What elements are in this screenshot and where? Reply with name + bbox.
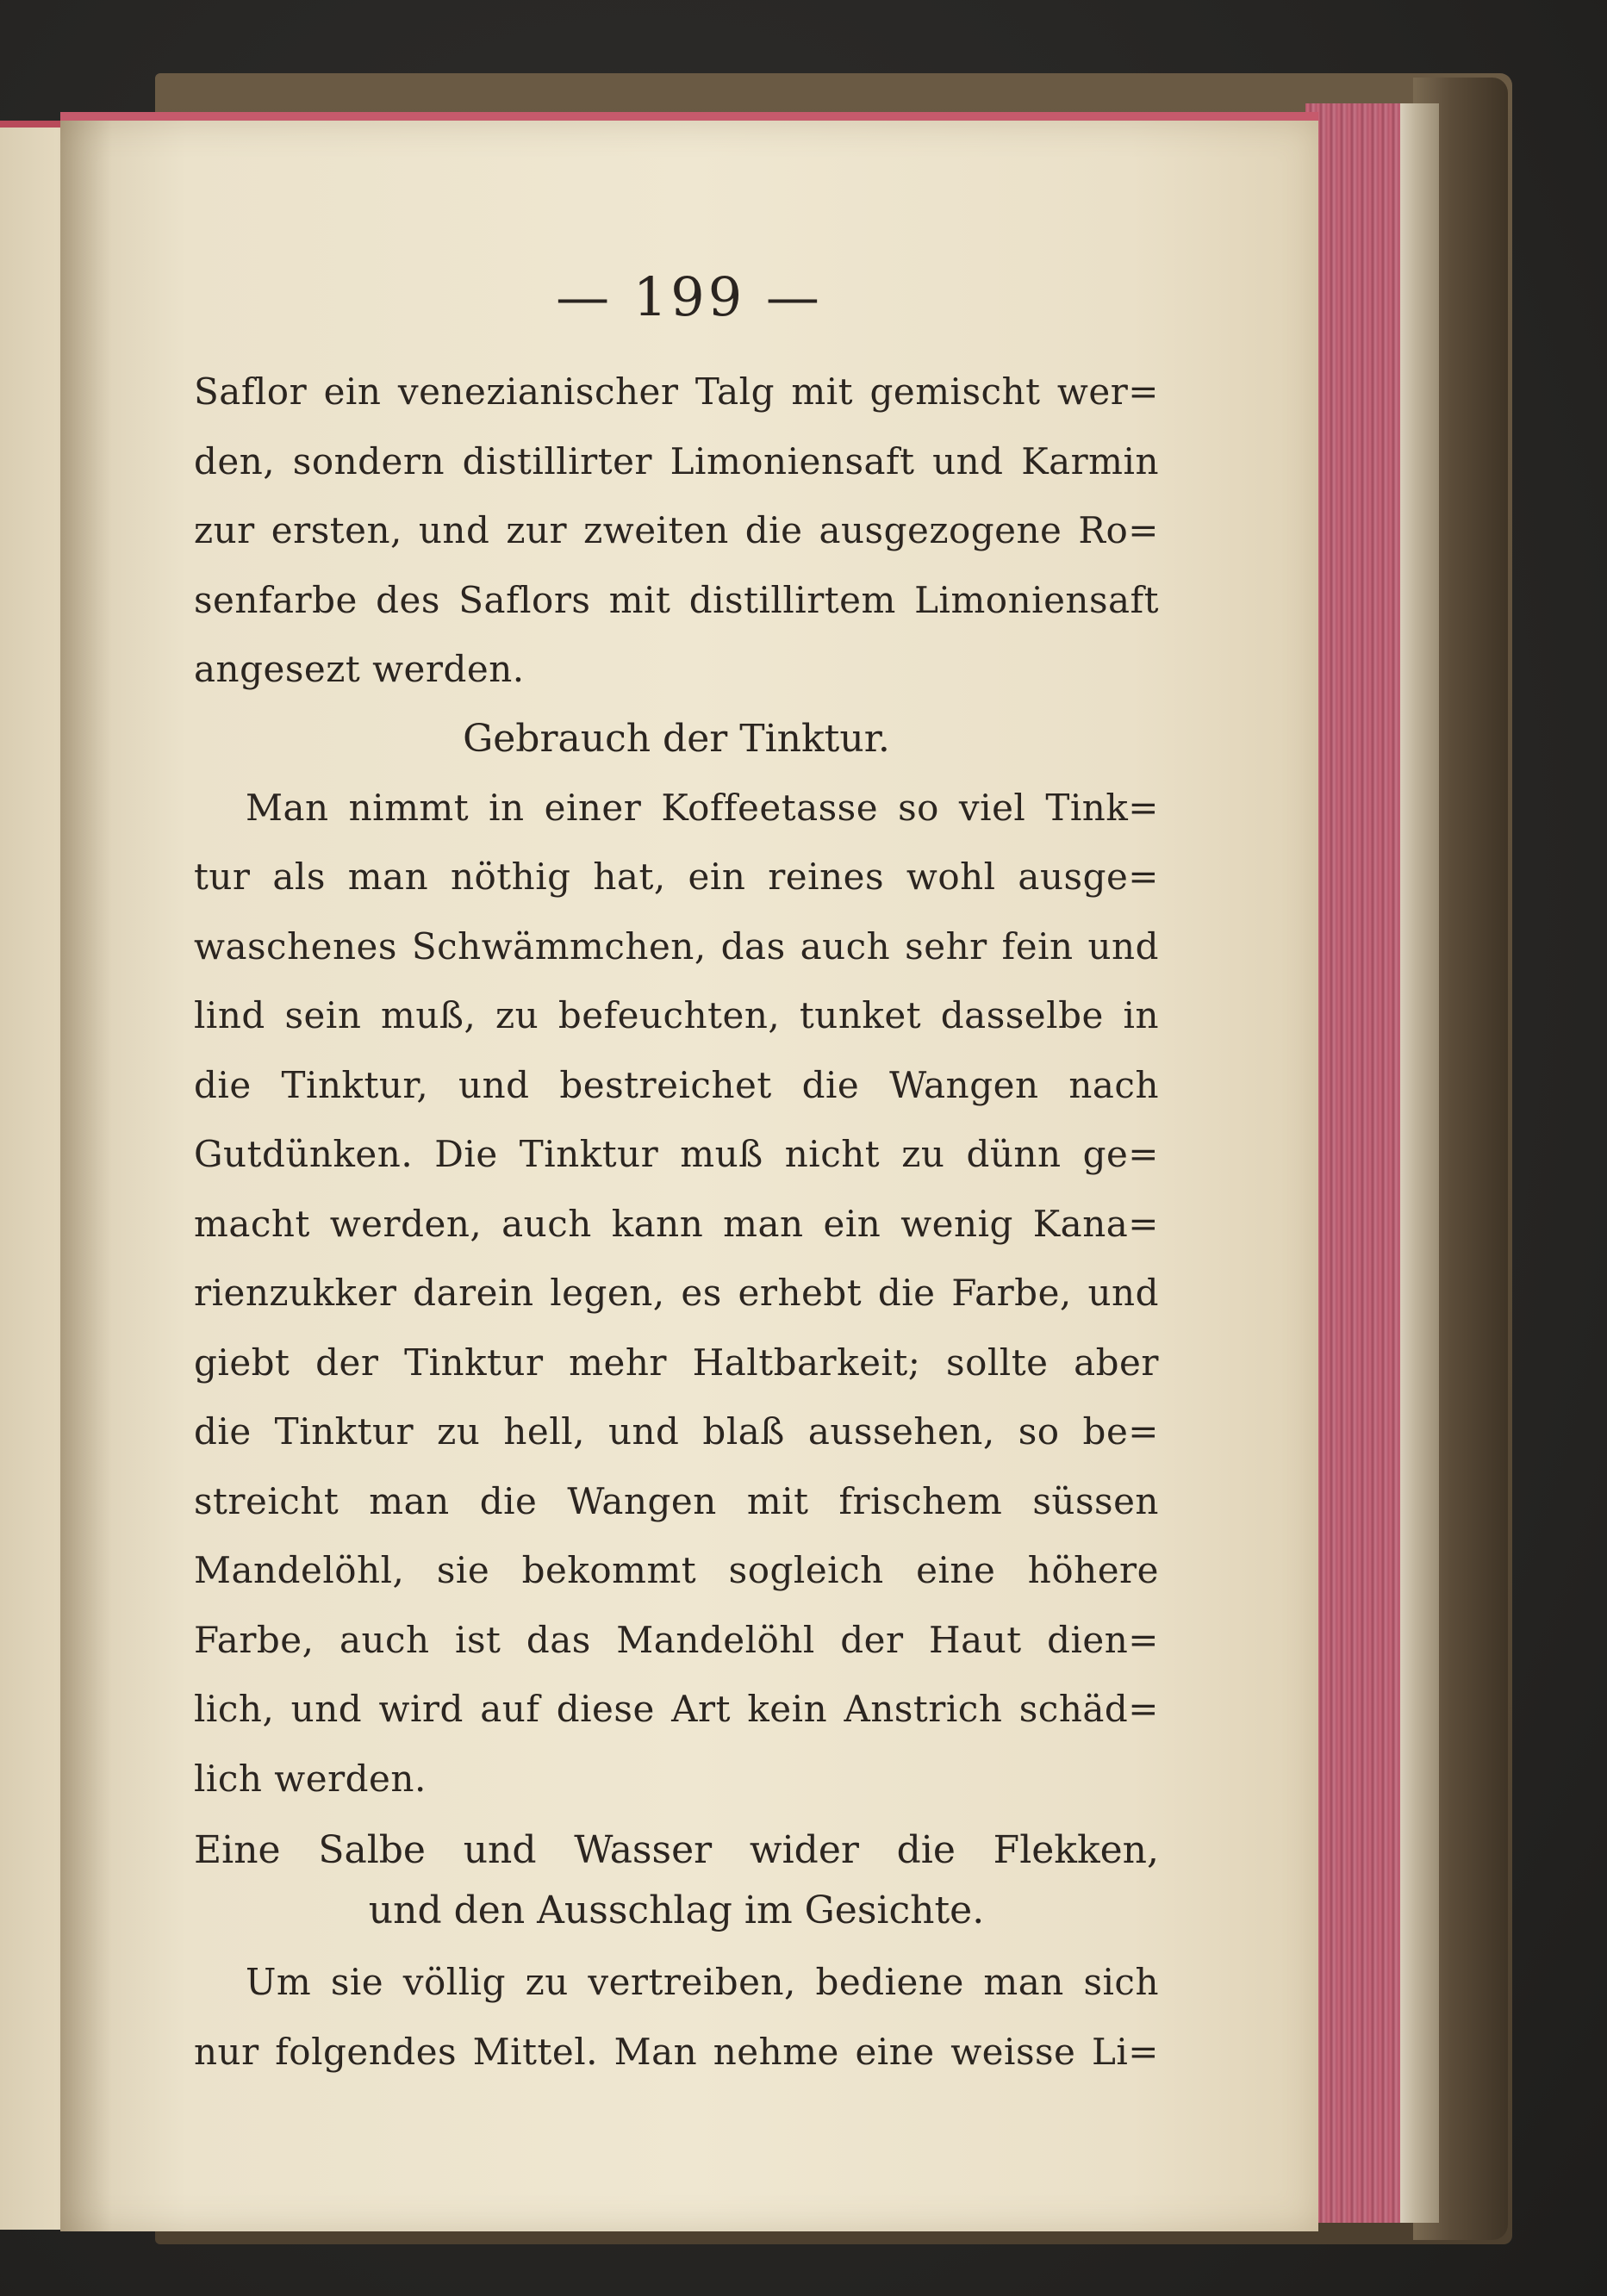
- section-heading-salve: [194, 1820, 1159, 1941]
- text-line: Um sie völlig zu vertreiben, bediene man sich: [246, 1961, 1159, 2003]
- heading-line: und den Ausschlag im Gesichte.: [368, 1888, 985, 1932]
- page-number: — 199 —: [556, 265, 823, 328]
- text-line: waschenes Schwämmchen, das auch sehr fein und: [194, 924, 1159, 968]
- book-page: [60, 112, 1318, 2231]
- text-line: angesezt werden.: [194, 648, 525, 690]
- text-line: tur als man nöthig hat, ein reines wohl ausge=: [194, 856, 1159, 898]
- text-line: Gutdünken. Die Tinktur muß nicht zu dünn ge=: [194, 1133, 1159, 1175]
- paragraph-2: [194, 774, 1159, 1814]
- text-line: Mandelöhl, sie bekommt sogleich eine höhere: [194, 1549, 1159, 1591]
- paragraph-1: [194, 358, 1159, 705]
- page-block-edge: [1305, 103, 1439, 2223]
- text-line: die Tinktur, und bestreichet die Wangen nach: [194, 1063, 1159, 1106]
- spacer: [194, 1814, 1159, 1820]
- text-line: rienzukker darein legen, es erhebt die Farbe, und: [194, 1272, 1159, 1314]
- text-line: Man nimmt in einer Koffeetasse so viel Tink=: [246, 786, 1159, 829]
- text-line: macht werden, auch kann man ein wenig Kana=: [194, 1202, 1159, 1245]
- text-line: streicht man die Wangen mit frischem süssen: [194, 1479, 1159, 1522]
- text-line: die Tinktur zu hell, und blaß aussehen, so be=: [194, 1410, 1159, 1453]
- text-line: Farbe, auch ist das Mandelöhl der Haut dien=: [194, 1618, 1159, 1661]
- text-line: lich werden.: [194, 1757, 427, 1800]
- section-heading-usage: Gebrauch der Tinktur.: [463, 716, 890, 761]
- text-line: giebt der Tinktur mehr Haltbarkeit; sollte aber: [194, 1341, 1159, 1384]
- text-line: nur folgendes Mittel. Man nehme eine weisse Li=: [194, 2030, 1159, 2073]
- paragraph-3: [194, 1948, 1159, 2087]
- text-line: senfarbe des Saflors mit distillirtem Limoniensaft: [194, 578, 1159, 621]
- text-line: lind sein muß, zu befeuchten, tunket dasselbe in: [194, 994, 1159, 1036]
- text-line: den, sondern distillirter Limoniensaft und Karmin: [194, 439, 1159, 482]
- text-line: zur ersten, und zur zweiten die ausgezogene Ro=: [194, 509, 1159, 551]
- text-line: lich, und wird auf diese Art kein Anstrich schäd=: [194, 1688, 1159, 1730]
- page-text: [194, 358, 1159, 2087]
- text-line: Saflor ein venezianischer Talg mit gemischt wer=: [194, 370, 1159, 413]
- heading-line: Eine Salbe und Wasser wider die Flekken,: [194, 1828, 1159, 1872]
- spacer: [194, 1941, 1159, 1948]
